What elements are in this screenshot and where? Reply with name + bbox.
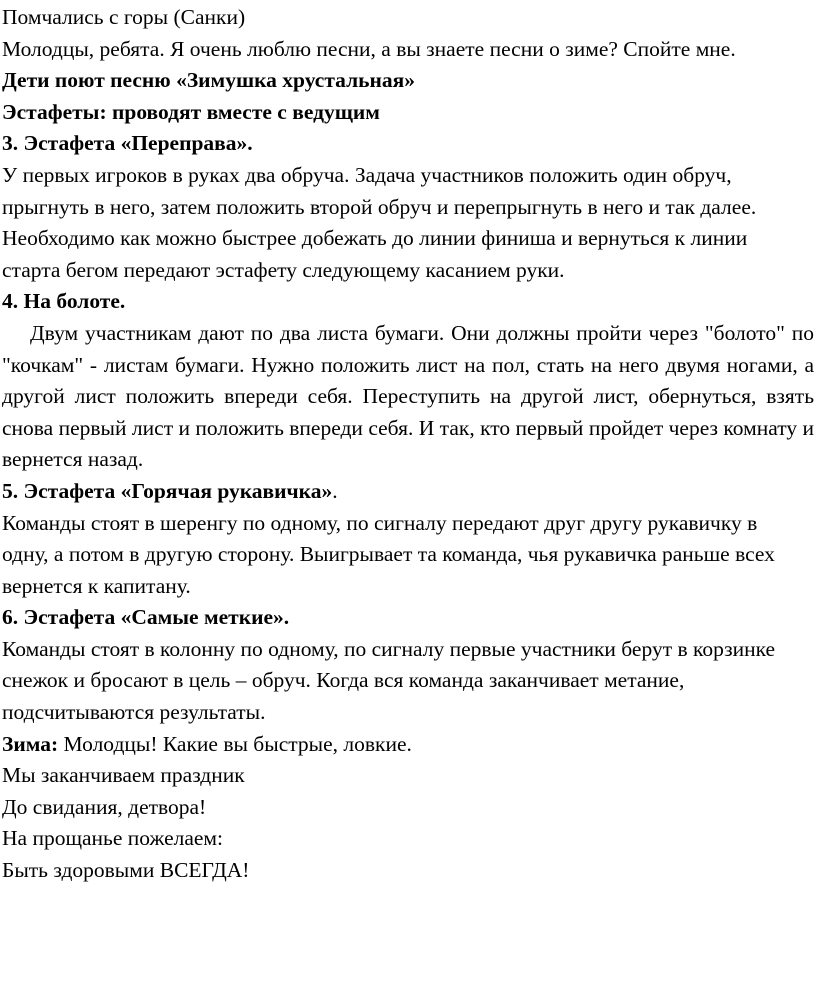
zima-speaker-label: Зима: [2, 731, 59, 756]
paragraph-relay-5: Команды стоят в шеренгу по одному, по сигналу передают друг другу рукавичку в одну, а потом в другую сторону. Выигрывает та команда, чья рукавичка раньше всех вернется к капитану. [2, 510, 775, 598]
text-line-relays-intro: Эстафеты: проводят вместе с ведущим [2, 99, 380, 124]
heading-relay-6: 6. Эстафета «Самые меткие». [2, 605, 290, 630]
heading-relay-5-title: 5. Эстафета «Горячая рукавичка» [2, 478, 333, 503]
paragraph-relay-6: Команды стоят в колонну по одному, по сигналу первые участники берут в корзинке снежок и бросают в цель – обруч. Когда вся команда заканчивает метание, подсчитываются результаты. [2, 636, 776, 725]
text-line-sled: Помчались с горы (Санки) [2, 5, 246, 29]
zima-line [2, 729, 814, 761]
zima-speech: Молодцы! Какие вы быстрые, ловкие. [58, 731, 412, 756]
document-page [2, 2, 814, 887]
ending-line-4: Быть здоровыми ВСЕГДА! [2, 858, 250, 883]
heading-relay-5-period: . [332, 478, 338, 503]
heading-relay-4: 4. На болоте. [2, 289, 126, 314]
ending-line-2: До свидания, детвора! [2, 794, 207, 819]
ending-line-3: На прощанье пожелаем: [2, 826, 224, 851]
heading-relay-5 [2, 476, 814, 508]
text-paragraph-songs: Молодцы, ребята. Я очень люблю песни, а вы знаете песни о зиме? Спойте мне. [2, 36, 736, 61]
ending-line-1: Мы заканчиваем праздник [2, 763, 245, 788]
paragraph-relay-4: Двум участникам дают по два листа бумаги. Они должны пройти через "болото" по "кочкам" - листам бумаги. Нужно положить лист на пол, стать на него двумя ногами, а другой лист положить впереди себя. Переступить на другой лист, обернуться, взять снова первый лист и положить впереди себя. И так, кто первый пройдет через комнату и вернется назад. [2, 320, 814, 472]
paragraph-relay-3: У первых игроков в руках два обруча. Задача участников положить один обруч, прыгнуть в него, затем положить второй обруч и перепрыгнуть в него и так далее. Необходимо как можно быстрее добежать до линии финиша и вернуться к линии старта бегом передают эстафету следующему касанием руки. [2, 162, 757, 282]
heading-relay-3: 3. Эстафета «Переправа». [2, 131, 253, 156]
text-line-children-sing: Дети поют песню «Зимушка хрустальная» [2, 68, 416, 93]
